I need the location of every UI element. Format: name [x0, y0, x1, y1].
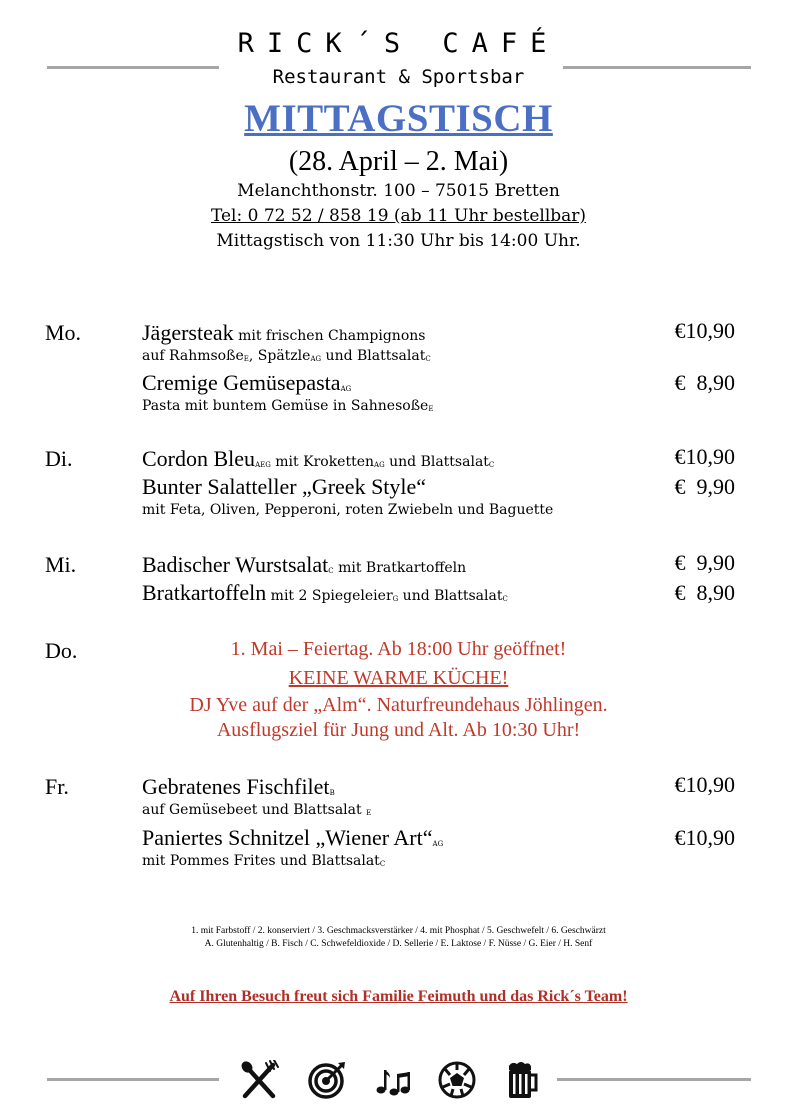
dish-name: Gebratenes Fischfilet [142, 774, 330, 799]
dish-name: Cremige Gemüsepasta [142, 370, 341, 395]
no-hot-food-notice: KEINE WARME KÜCHE! [288, 667, 509, 689]
allergen-code: AEG [255, 461, 271, 469]
allergen-code: B [329, 789, 335, 797]
allergen-code: AG [374, 461, 385, 469]
dish-mo-2 [142, 370, 351, 396]
dish-description: mit 2 Spiegeleier [266, 588, 393, 604]
dish-fr-1 [142, 774, 335, 800]
price-mo-1: €10,90 [674, 318, 735, 343]
dish-name: Bunter Salatteller „Greek Style“ [142, 474, 427, 499]
closing-message: Auf Ihren Besuch freut sich Familie Feimuth und das Rick´s Team! [169, 988, 628, 1005]
additives-legend: 1. mit Farbstoff / 2. konserviert / 3. Geschmacksverstärker / 4. mit Phosphat / 5. Geschwefelt / 6. Geschwärzt [191, 926, 606, 936]
dish-mi-2 [142, 580, 508, 606]
opening-hours: Mittagstisch von 11:30 Uhr bis 14:00 Uhr. [216, 231, 581, 251]
allergen-code: C [379, 860, 386, 868]
detail-text: , Spätzle [248, 348, 311, 364]
day-label-do: Do. [45, 638, 78, 663]
dish-mi-1 [142, 552, 466, 578]
dish-description: und Blattsalat [398, 588, 503, 604]
dish-detail-mo-2 [142, 398, 433, 414]
dish-description: mit Kroketten [270, 454, 375, 470]
dish-di-1 [142, 446, 494, 472]
dish-fr-2 [142, 825, 443, 851]
price-mi-1: € 9,90 [674, 550, 735, 575]
detail-text: und Blattsalat [321, 348, 426, 364]
phone-number: Tel: 0 72 52 / 858 19 (ab 11 Uhr bestellbar) [210, 206, 587, 226]
dish-name: Cordon Bleu [142, 446, 256, 471]
dartboard-icon [307, 1060, 347, 1100]
price-fr-2: €10,90 [674, 825, 735, 850]
detail-text: auf Gemüsebeet und Blattsalat [142, 802, 367, 818]
dish-name: Badischer Wurstsalat [142, 552, 329, 577]
dish-detail-mo-1 [142, 348, 431, 364]
soccer-ball-icon [437, 1060, 477, 1100]
brand-subtitle: Restaurant & Sportsbar [272, 66, 525, 88]
brand-name: RICK´S CAFÉ [237, 28, 560, 59]
allergen-code: C [328, 567, 334, 575]
allergen-code: AG [310, 355, 322, 363]
dish-description: mit frischen Champignons [233, 328, 426, 344]
allergen-code: C [425, 355, 431, 363]
bottom-left-rule [47, 1078, 219, 1081]
allergen-code: C [488, 461, 495, 469]
allergen-code: E [428, 405, 434, 413]
bottom-right-rule [557, 1078, 751, 1081]
address: Melanchthonstr. 100 – 75015 Bretten [237, 181, 560, 201]
dish-di-2 [142, 474, 426, 500]
icon-row [238, 1058, 538, 1102]
dish-description: mit Bratkartoffeln [333, 560, 467, 576]
dish-detail-fr-1 [142, 802, 371, 818]
detail-text: Pasta mit buntem Gemüse in Sahnesoße [142, 398, 429, 414]
detail-text: mit Pommes Frites und Blattsalat [142, 853, 380, 869]
allergen-code: E [366, 809, 372, 817]
dish-description: und Blattsalat [384, 454, 489, 470]
holiday-notice: 1. Mai – Feiertag. Ab 18:00 Uhr geöffnet! [230, 638, 567, 660]
dish-name: Bratkartoffeln [142, 580, 267, 605]
allergen-code: E [243, 355, 249, 363]
page-title: MITTAGSTISCH [244, 97, 553, 140]
price-mo-2: € 8,90 [674, 370, 735, 395]
day-label-mi: Mi. [45, 552, 77, 577]
dish-detail-di-2: mit Feta, Oliven, Pepperoni, roten Zwiebeln und Baguette [142, 502, 554, 518]
price-fr-1: €10,90 [674, 772, 735, 797]
allergen-code: AG [432, 840, 444, 848]
day-label-di: Di. [45, 446, 73, 471]
dish-mo-1 [142, 320, 425, 346]
allergen-code: C [502, 595, 508, 603]
beer-mug-icon [504, 1060, 538, 1100]
dj-event-notice: DJ Yve auf der „Alm“. Naturfreundehaus Jöhlingen. [189, 694, 608, 716]
excursion-notice: Ausflugsziel für Jung und Alt. Ab 10:30 Uhr! [216, 719, 581, 741]
price-di-1: €10,90 [674, 444, 735, 469]
cutlery-icon [238, 1060, 280, 1100]
day-label-fr: Fr. [45, 774, 69, 799]
music-notes-icon [374, 1060, 410, 1100]
price-di-2: € 9,90 [674, 474, 735, 499]
dish-detail-fr-2 [142, 853, 385, 869]
allergens-legend: A. Glutenhaltig / B. Fisch / C. Schwefeldioxide / D. Sellerie / E. Laktose / F. Nüsse / G. Eier / H. Senf [204, 939, 593, 949]
date-range: (28. April – 2. Mai) [288, 146, 509, 177]
allergen-code: AG [340, 385, 352, 393]
dish-name: Jägersteak [142, 320, 234, 345]
allergen-code: G [392, 595, 399, 603]
price-mi-2: € 8,90 [674, 580, 735, 605]
day-label-mo: Mo. [45, 320, 82, 345]
dish-name: Paniertes Schnitzel „Wiener Art“ [142, 825, 433, 850]
detail-text: auf Rahmsoße [142, 348, 244, 364]
